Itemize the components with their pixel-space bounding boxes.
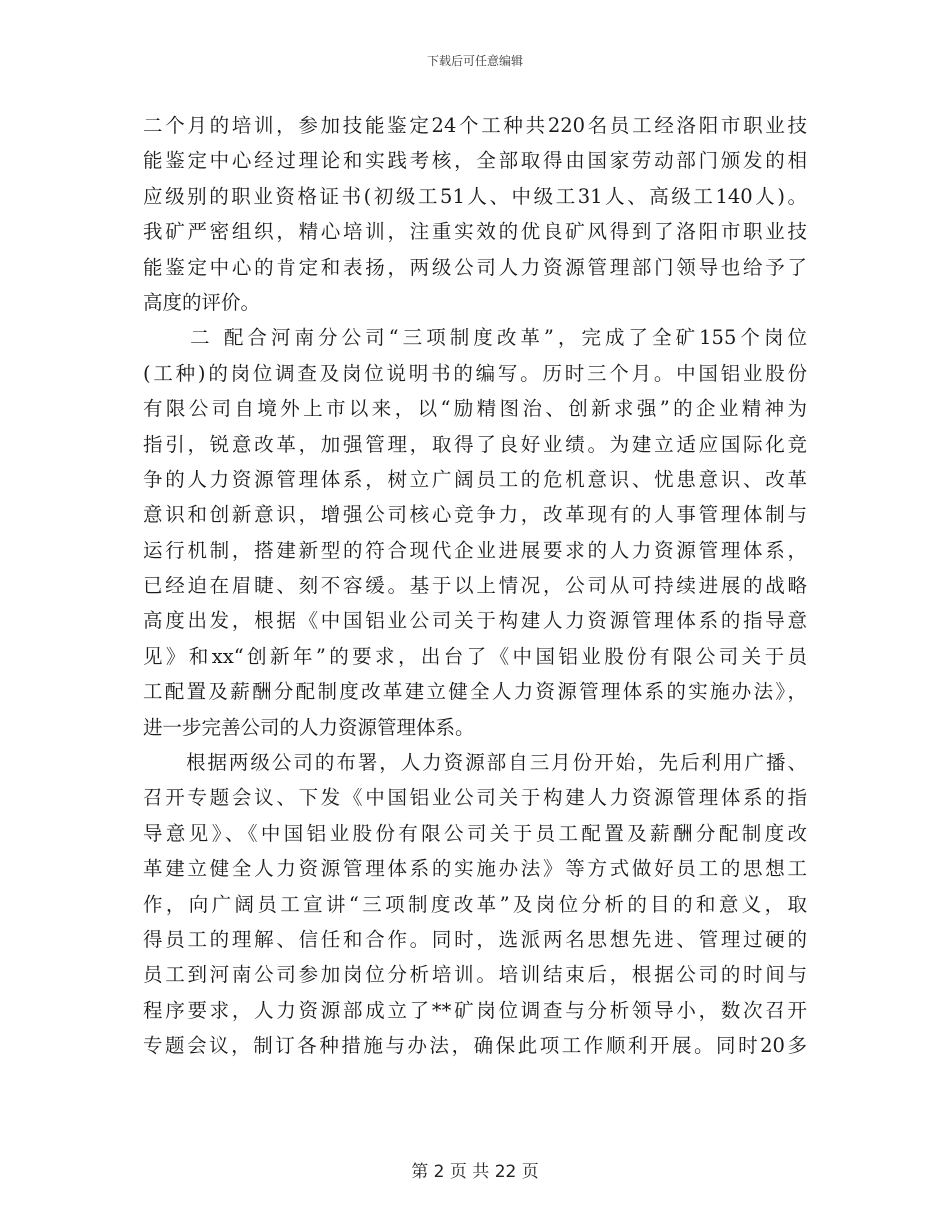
text-line: 高度出发，根据《中国铝业公司关于构建人力资源管理体系的指导意 [143,609,807,633]
text-line: 召开专题会议、下发《中国铝业公司关于构建人力资源管理体系的指 [143,786,807,810]
text-line: 指引，锐意改革，加强管理，取得了良好业绩。为建立适应国际化竞 [143,432,807,456]
text-line: 争的人力资源管理体系，树立广阔员工的危机意识、忧患意识、改革 [143,467,807,491]
text-line: (工种)的岗位调查及岗位说明书的编写。历时三个月。中国铝业股份 [143,361,807,385]
document-body [143,108,807,1064]
text-line: 专题会议，制订各种措施与办法，确保此项工作顺利开展。同时20多 [143,1034,807,1058]
text-line: 根据两级公司的布署，人力资源部自三月份开始，先后利用广播、 [143,751,807,775]
text-line: 导意见》、《中国铝业股份有限公司关于员工配置及薪酬分配制度改 [143,821,807,845]
text-line: 运行机制，搭建新型的符合现代企业进展要求的人力资源管理体系， [143,538,807,562]
text-line: 有限公司自境外上市以来，以“励精图治、创新求强”的企业精神为 [143,397,807,421]
text-line: 能鉴定中心的肯定和表扬，两级公司人力资源管理部门领导也给予了 [143,255,807,279]
text-line: 程序要求，人力资源部成立了**矿岗位调查与分析领导小，数次召开 [143,998,807,1022]
text-line: 工配置及薪酬分配制度改革建立健全人力资源管理体系的实施办法》， [143,680,807,704]
text-line: 意识和创新意识，增强公司核心竞争力，改革现有的人事管理体制与 [143,503,807,527]
text-line: 见》和xx“创新年”的要求，出台了《中国铝业股份有限公司关于员 [143,644,807,668]
text-line: 我矿严密组织，精心培训，注重实效的优良矿风得到了洛阳市职业技 [143,220,807,244]
text-line: 应级别的职业资格证书(初级工51人、中级工31人、高级工140人)。 [143,184,807,208]
page-footer: 第 2 页 共 22 页 [411,1162,539,1182]
text-line: 员工到河南公司参加岗位分析培训。培训结束后，根据公司的时间与 [143,963,807,987]
text-line: 得员工的理解、信任和合作。同时，选派两名思想先进、管理过硬的 [143,927,807,951]
text-line: 作，向广阔员工宣讲“三项制度改革”及岗位分析的目的和意义，取 [143,892,807,916]
text-line: 高度的评价。 [143,290,261,314]
text-line: 已经迫在眉睫、刻不容缓。基于以上情况，公司从可持续进展的战略 [143,574,807,598]
text-line: 二 配合河南分公司“三项制度改革”，完成了全矿155个岗位 [143,326,807,350]
page-header: 下载后可任意编辑 [426,54,523,68]
text-line: 能鉴定中心经过理论和实践考核，全部取得由国家劳动部门颁发的相 [143,149,807,173]
text-line: 进一步完善公司的人力资源管理体系。 [143,715,475,739]
text-line: 革建立健全人力资源管理体系的实施办法》等方式做好员工的思想工 [143,857,807,881]
text-line: 二个月的培训，参加技能鉴定24个工种共220名员工经洛阳市职业技 [143,114,807,137]
